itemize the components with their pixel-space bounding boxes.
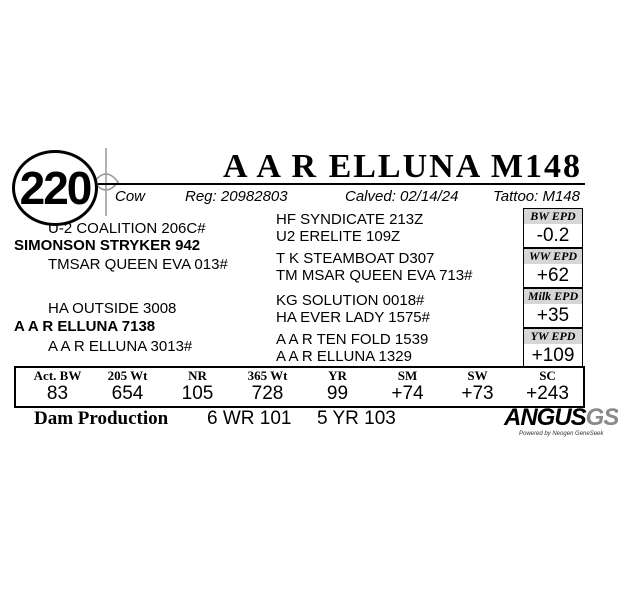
pedigree-sire-dam: TMSAR QUEEN EVA 013# — [48, 256, 228, 273]
logo-suffix-text: GS — [585, 404, 618, 431]
pedigree-sire-sire: U-2 COALITION 206C# — [48, 220, 206, 237]
stat-yr — [304, 368, 371, 406]
sex-label: Cow — [115, 188, 146, 205]
stat-label: YR — [328, 368, 347, 383]
pedigree-great-grandparent-8: A A R ELLUNA 1329 — [276, 348, 412, 365]
epd-box-bw — [523, 208, 583, 248]
pedigree-dam-sire: HA OUTSIDE 3008 — [48, 300, 177, 317]
stat-205-wt — [94, 368, 161, 406]
stat-365-wt — [234, 368, 301, 406]
stat-sc — [514, 368, 581, 406]
stat-label: Act. BW — [33, 368, 82, 383]
calved-date: Calved: 02/14/24 — [345, 188, 459, 205]
stat-label: SC — [539, 368, 556, 383]
stat-value: 99 — [326, 383, 349, 404]
epd-label: BW EPD — [524, 209, 582, 224]
epd-label: YW EPD — [524, 329, 582, 344]
stat-value: 83 — [46, 383, 69, 404]
logo-main-text: ANGUS — [504, 404, 586, 431]
stat-label: 365 Wt — [247, 368, 288, 383]
pedigree-great-grandparent-3: T K STEAMBOAT D307 — [276, 250, 435, 267]
performance-table — [14, 366, 585, 408]
lot-number: 220 — [19, 162, 91, 214]
stat-sm — [374, 368, 441, 406]
pedigree-dam-dam: A A R ELLUNA 3013# — [48, 338, 193, 355]
stat-label: SM — [397, 368, 418, 383]
pedigree-great-grandparent-7: A A R TEN FOLD 1539 — [276, 331, 429, 348]
epd-value: +109 — [531, 345, 575, 366]
epd-box-ww — [523, 248, 583, 288]
epd-box-milk — [523, 288, 583, 328]
pedigree-dam: A A R ELLUNA 7138 — [14, 318, 156, 335]
pedigree-great-grandparent-1: HF SYNDICATE 213Z — [276, 211, 424, 228]
pedigree-great-grandparent-5: KG SOLUTION 0018# — [276, 292, 425, 309]
tattoo: Tattoo: M148 — [492, 188, 580, 205]
stat-label: 205 Wt — [107, 368, 148, 383]
stat-value: +73 — [461, 383, 494, 404]
stat-label: NR — [188, 368, 207, 383]
dam-production-wr: 6 WR 101 — [207, 408, 292, 429]
epd-label: Milk EPD — [524, 289, 582, 304]
stat-value: 105 — [181, 383, 214, 404]
pedigree-sire: SIMONSON STRYKER 942 — [14, 237, 201, 254]
pedigree-great-grandparent-6: HA EVER LADY 1575# — [276, 309, 430, 326]
epd-box-yw — [523, 328, 583, 368]
logo-tagline: Powered by Neogen GeneSeek — [519, 431, 604, 437]
registration-number: Reg: 20982803 — [185, 188, 288, 205]
angus-gs-logo — [504, 404, 618, 432]
stat-actual-bw — [24, 368, 91, 406]
dam-production-yr: 5 YR 103 — [317, 408, 396, 429]
epd-value: +62 — [536, 265, 570, 286]
dam-production-label: Dam Production — [34, 408, 169, 429]
epd-value: +35 — [536, 305, 570, 326]
stat-label: SW — [467, 368, 488, 383]
stat-value: 728 — [251, 383, 284, 404]
stat-value: +74 — [391, 383, 424, 404]
animal-name: A A R ELLUNA M148 — [223, 148, 582, 185]
pedigree-great-grandparent-4: TM MSAR QUEEN EVA 713# — [276, 267, 473, 284]
epd-value: -0.2 — [536, 225, 570, 246]
stat-nr — [164, 368, 231, 406]
epd-label: WW EPD — [524, 249, 582, 264]
stat-value: +243 — [526, 383, 569, 404]
pedigree-great-grandparent-2: U2 ERELITE 109Z — [276, 228, 401, 245]
stat-sw — [444, 368, 511, 406]
stat-value: 654 — [111, 383, 144, 404]
